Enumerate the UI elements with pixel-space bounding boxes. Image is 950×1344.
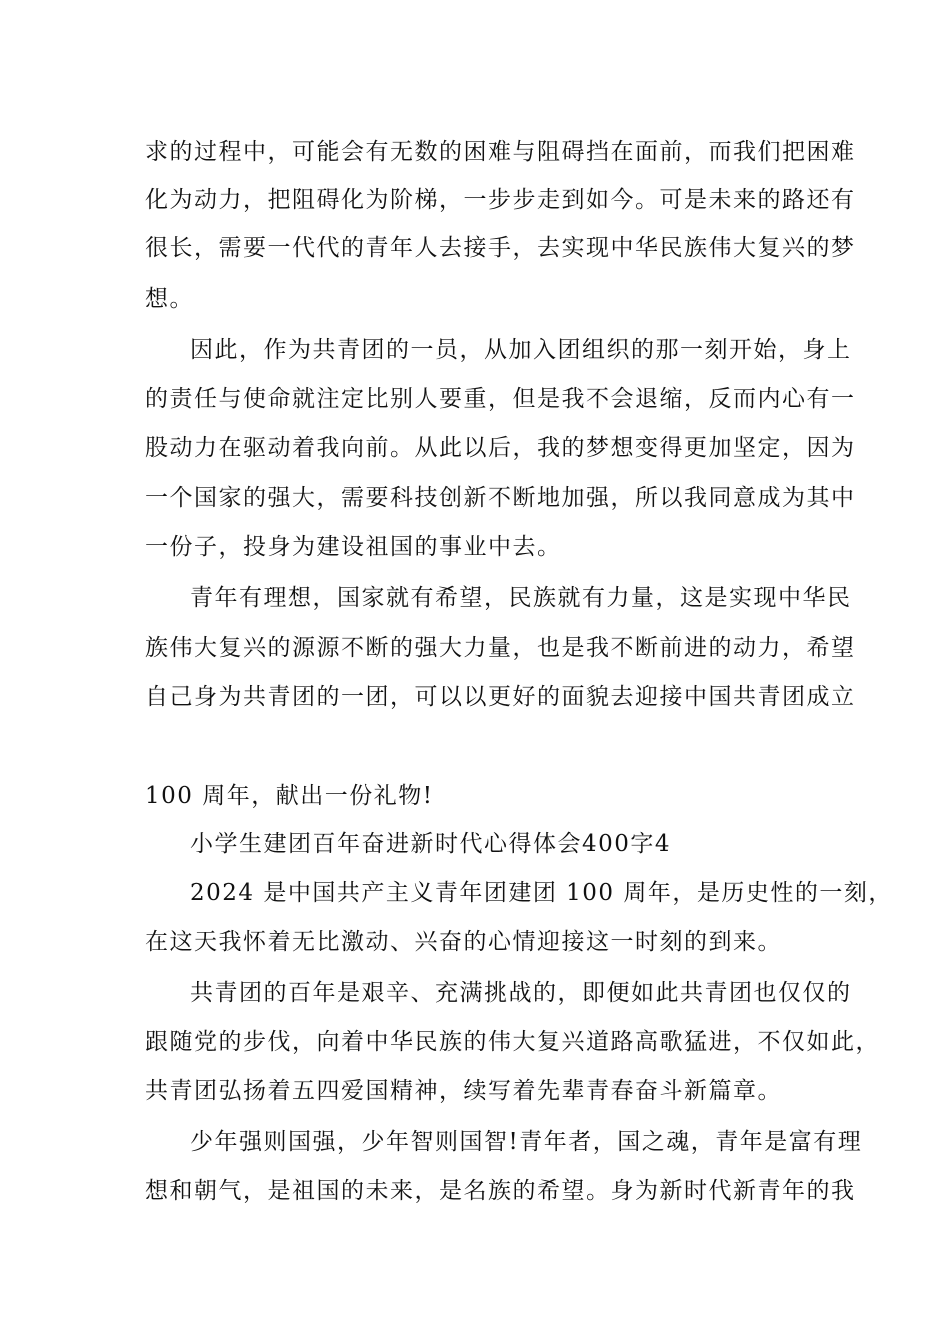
- text-line: 求的过程中，可能会有无数的困难与阻碍挡在面前，而我们把困难: [145, 139, 856, 165]
- text-line: 一份子，投身为建设祖国的事业中去。: [145, 534, 562, 560]
- text-line: 化为动力，把阻碍化为阶梯，一步步走到如今。可是未来的路还有: [145, 187, 856, 213]
- text-line: 一个国家的强大，需要科技创新不断地加强，所以我同意成为其中: [145, 485, 856, 511]
- section-heading: 小学生建团百年奋进新时代心得体会400字4: [190, 831, 672, 857]
- text-line: 的责任与使命就注定比别人要重，但是我不会退缩，反而内心有一: [145, 386, 856, 412]
- paragraph-start-line: 青年有理想，国家就有希望，民族就有力量，这是实现中华民: [190, 585, 852, 611]
- paragraph-start-line: 少年强则国强，少年智则国智!青年者，国之魂，青年是富有理: [190, 1129, 863, 1155]
- text-line: 很长，需要一代代的青年人去接手，去实现中华民族伟大复兴的梦: [145, 235, 856, 261]
- text-line: 自己身为共青团的一团，可以以更好的面貌去迎接中国共青团成立: [145, 684, 856, 710]
- text-line: 共青团弘扬着五四爱国精神，续写着先辈青春奋斗新篇章。: [145, 1078, 782, 1104]
- text-line: 想和朝气，是祖国的未来，是名族的希望。身为新时代新青年的我: [145, 1178, 856, 1204]
- paragraph-start-line: 因此，作为共青团的一员，从加入团组织的那一刻开始，身上: [190, 337, 852, 363]
- text-line: 在这天我怀着无比激动、兴奋的心情迎接这一时刻的到来。: [145, 929, 782, 955]
- text-line: 族伟大复兴的源源不断的强大力量，也是我不断前进的动力，希望: [145, 635, 856, 661]
- text-line: 想。: [145, 286, 194, 312]
- text-line: 跟随党的步伐，向着中华民族的伟大复兴道路高歌猛进，不仅如此，: [145, 1029, 880, 1055]
- text-line: 100 周年，献出一份礼物!: [145, 783, 434, 809]
- paragraph-start-line: 共青团的百年是艰辛、充满挑战的，即便如此共青团也仅仅的: [190, 980, 852, 1006]
- paragraph-start-line: 2024 是中国共产主义青年团建团 100 周年，是历史性的一刻，: [190, 880, 893, 906]
- text-line: 股动力在驱动着我向前。从此以后，我的梦想变得更加坚定，因为: [145, 435, 856, 461]
